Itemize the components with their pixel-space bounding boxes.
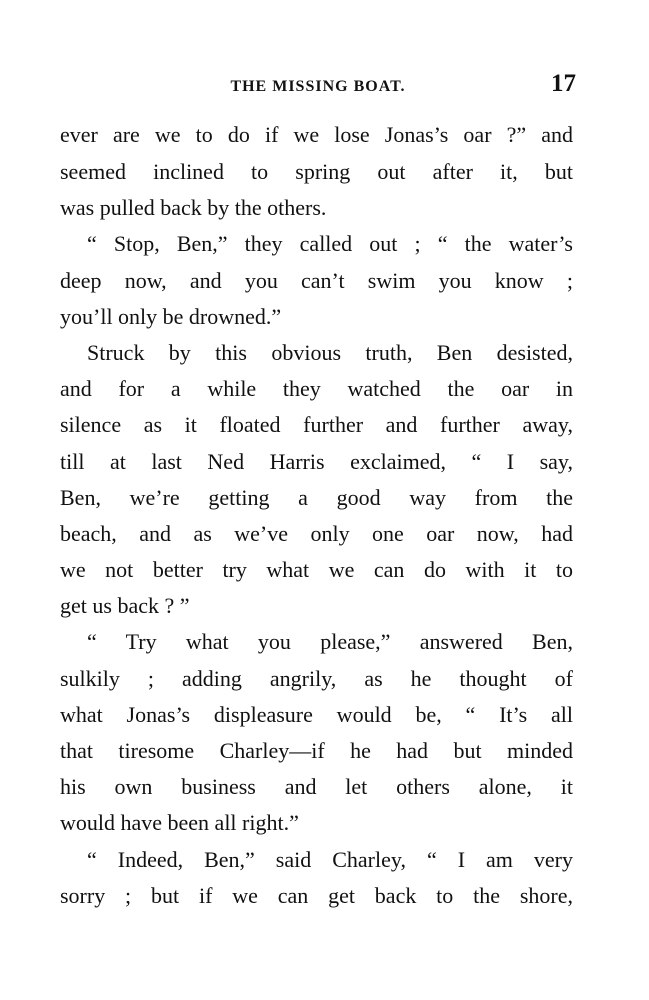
text-line: beach, and as we’ve only one oar now, had: [60, 520, 573, 546]
text-line: till at last Ned Harris exclaimed, “ I say,: [60, 448, 573, 474]
text-line: and for a while they watched the oar in: [60, 376, 573, 402]
page-number: 17: [551, 70, 576, 97]
text-line: “ Try what you please,” answered Ben,: [87, 629, 573, 655]
text-line: we not better try what we can do with it to: [60, 557, 573, 583]
body-text: [60, 116, 573, 914]
text-line: was pulled back by the others.: [60, 195, 327, 221]
text-line: sulkily ; adding angrily, as he thought of: [60, 665, 573, 691]
text-line: you’ll only be drowned.”: [60, 303, 282, 329]
text-line: silence as it floated further and further away,: [60, 412, 573, 438]
text-line: get us back ? ”: [60, 593, 190, 619]
text-line: Struck by this obvious truth, Ben desisted,: [87, 339, 573, 365]
running-head: [60, 70, 576, 100]
text-line: what Jonas’s displeasure would be, “ It’s all: [60, 701, 573, 727]
text-line: that tiresome Charley—if he had but minded: [60, 738, 573, 763]
text-line: deep now, and you can’t swim you know ;: [60, 267, 573, 293]
text-line: seemed inclined to spring out after it, but: [60, 159, 573, 184]
text-line: “ Stop, Ben,” they called out ; “ the water’s: [87, 231, 573, 257]
chapter-title: THE MISSING BOAT.: [230, 78, 406, 95]
text-line: his own business and let others alone, it: [60, 774, 573, 800]
text-line: would have been all right.”: [60, 810, 299, 836]
text-line: sorry ; but if we can get back to the shore,: [60, 882, 573, 908]
text-line: Ben, we’re getting a good way from the: [60, 484, 573, 510]
text-line: “ Indeed, Ben,” said Charley, “ I am very: [87, 846, 573, 872]
text-line: ever are we to do if we lose Jonas’s oar ?” and: [60, 122, 573, 147]
